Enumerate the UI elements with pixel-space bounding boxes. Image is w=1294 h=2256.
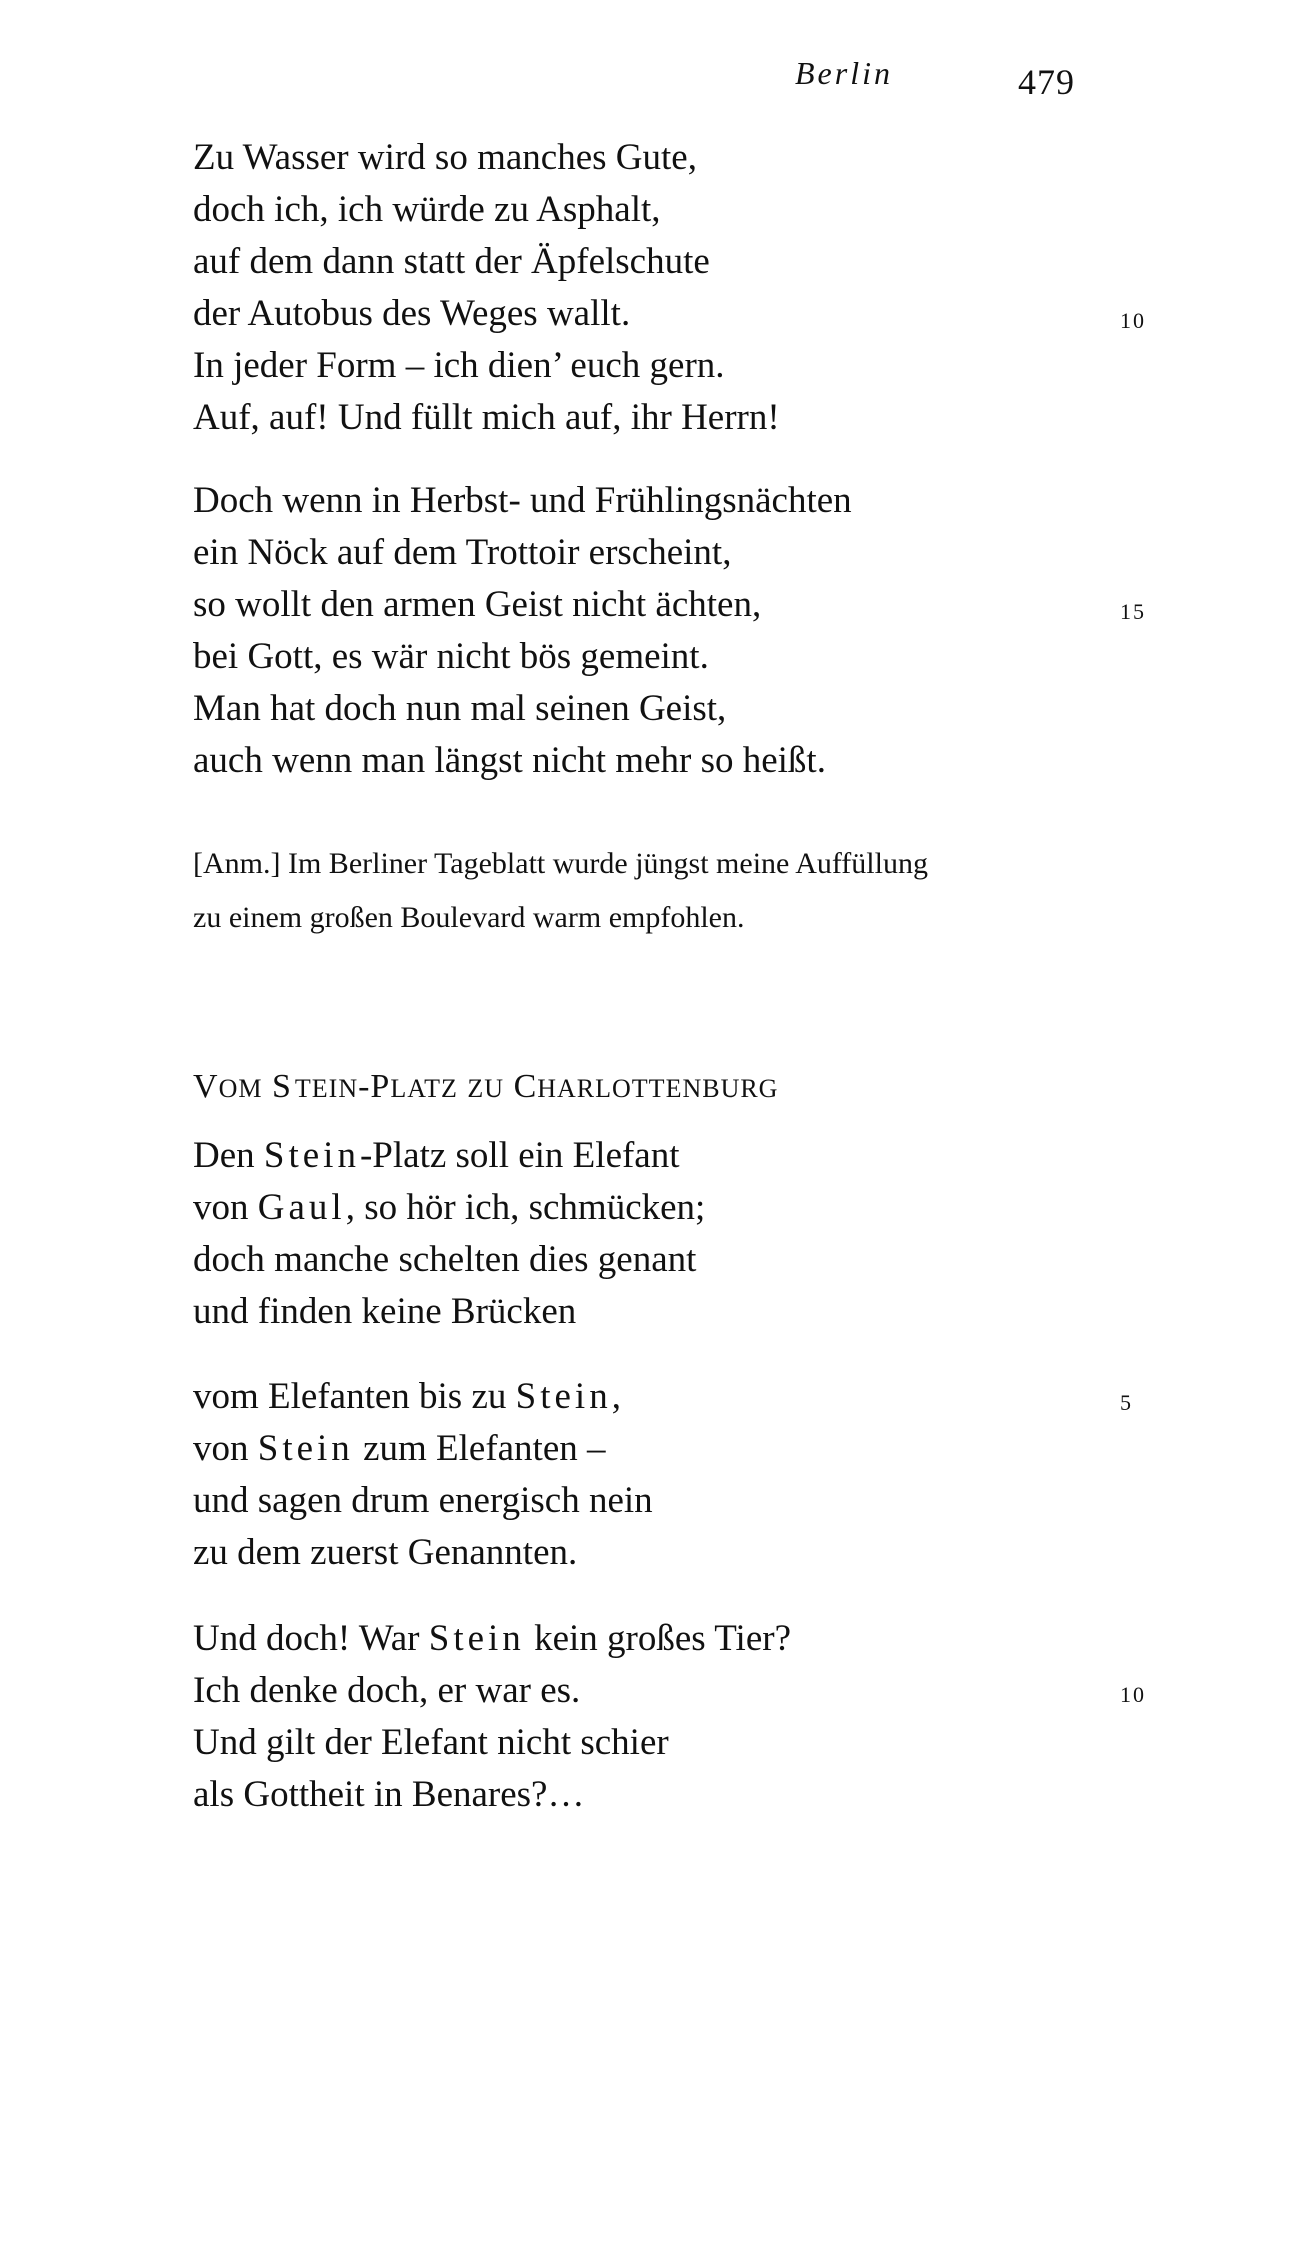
verse-line: Auf, auf! Und füllt mich auf, ihr Herrn! xyxy=(193,397,780,438)
verse-line: zu dem zuerst Genannten. xyxy=(193,1532,578,1573)
verse-line: Und gilt der Elefant nicht schier xyxy=(193,1722,669,1763)
verse-line: so wollt den armen Geist nicht ächten, xyxy=(193,584,762,625)
verse-line: vom Elefanten bis zu Stein, xyxy=(193,1376,621,1417)
verse-line: Ich denke doch, er war es. xyxy=(193,1670,581,1711)
verse-line: von Gaul, so hör ich, schmücken; xyxy=(193,1187,706,1228)
verse-line: der Autobus des Weges wallt. xyxy=(193,293,631,334)
page-header xyxy=(795,55,1075,102)
running-title: Berlin xyxy=(795,55,893,91)
annotation-line: [Anm.] Im Berliner Tageblatt wurde jüngst meine Auffüllung xyxy=(193,847,928,880)
line-number: 15 xyxy=(1120,599,1146,624)
verse-line: Doch wenn in Herbst- und Frühlingsnächten xyxy=(193,480,852,521)
verse-line: bei Gott, es wär nicht bös gemeint. xyxy=(193,636,709,677)
verse-line: doch manche schelten dies genant xyxy=(193,1239,697,1280)
line-number: 10 xyxy=(1120,1682,1146,1707)
verse-line: Den Stein-Platz soll ein Elefant xyxy=(193,1135,680,1176)
verse-line: als Gottheit in Benares?… xyxy=(193,1774,585,1815)
page-number: 479 xyxy=(1018,62,1075,102)
verse-line: ein Nöck auf dem Trottoir erscheint, xyxy=(193,532,732,573)
line-number: 10 xyxy=(1120,308,1146,333)
verse-line: und finden keine Brücken xyxy=(193,1291,577,1332)
verse-line: Und doch! War Stein kein großes Tier? xyxy=(193,1618,791,1659)
poem-title: VOM STEIN-PLATZ ZU CHARLOTTENBURG xyxy=(193,1068,779,1105)
verse-line: Zu Wasser wird so manches Gute, xyxy=(193,137,697,178)
verse-line: In jeder Form – ich dien’ euch gern. xyxy=(193,345,725,386)
verse-line: auch wenn man längst nicht mehr so heißt. xyxy=(193,740,826,781)
annotation-line: zu einem großen Boulevard warm empfohlen. xyxy=(193,901,745,934)
verse-line: doch ich, ich würde zu Asphalt, xyxy=(193,189,661,230)
verse-line: Man hat doch nun mal seinen Geist, xyxy=(193,688,727,729)
line-number: 5 xyxy=(1120,1390,1133,1415)
verse-line: von Stein zum Elefanten – xyxy=(193,1428,606,1469)
verse-line: auf dem dann statt der Äpfelschute xyxy=(193,241,710,282)
verse-line: und sagen drum energisch nein xyxy=(193,1480,653,1521)
